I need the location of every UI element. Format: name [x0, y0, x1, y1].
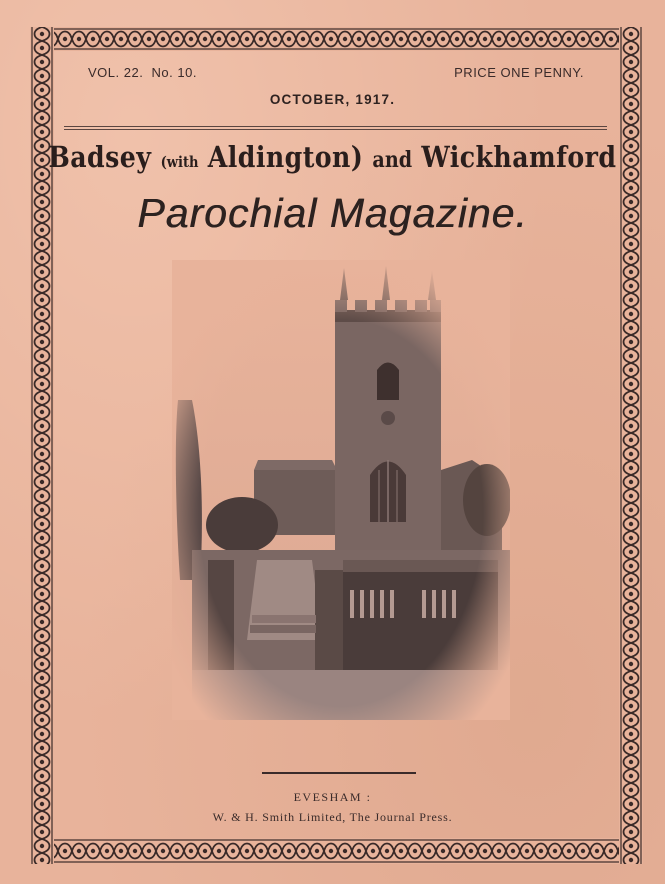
- title-wickhamford: Wickhamford: [421, 140, 617, 174]
- ornamental-border-top: [30, 27, 643, 51]
- header-divider: [64, 126, 607, 130]
- masthead-row: [88, 65, 584, 80]
- imprint-place: EVESHAM :: [293, 790, 372, 804]
- price-label: PRICE ONE PENNY.: [454, 65, 584, 80]
- title-badsey: Badsey: [48, 140, 152, 174]
- title-aldington: Aldington): [207, 140, 364, 174]
- title-with: (with: [160, 153, 199, 171]
- title-and: and: [372, 147, 413, 173]
- church-photograph: [172, 260, 510, 720]
- magazine-title: [43, 140, 622, 174]
- footer-divider: [262, 772, 416, 774]
- ornamental-border-bottom: [30, 838, 643, 864]
- issue-date: OCTOBER, 1917.: [269, 92, 396, 107]
- volume-label: VOL. 22.: [88, 65, 144, 80]
- volume-number: [88, 65, 197, 80]
- magazine-subtitle: Parochial Magazine.: [137, 190, 528, 236]
- imprint-publisher: W. & H. Smith Limited, The Journal Press.: [212, 810, 453, 824]
- ornamental-border-right: [619, 27, 643, 864]
- issue-number: No. 10.: [151, 65, 197, 80]
